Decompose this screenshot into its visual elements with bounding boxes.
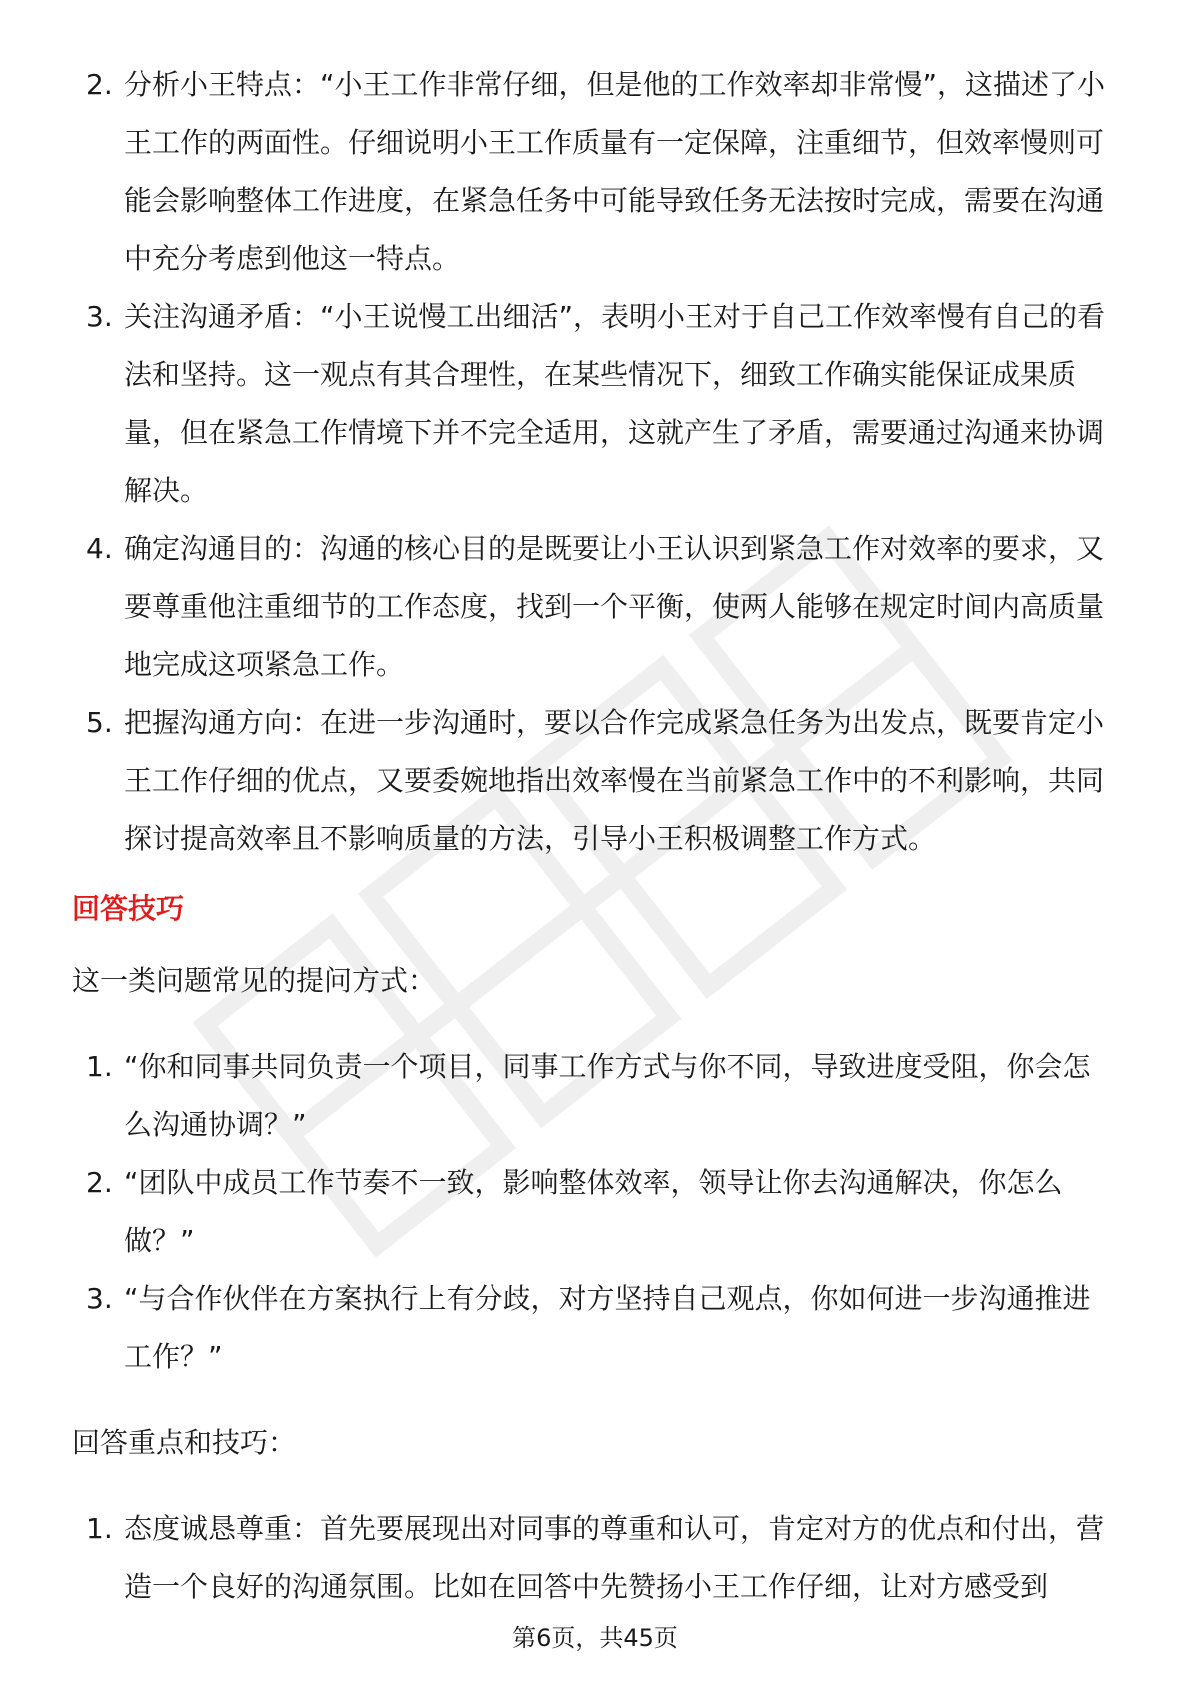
question-intro: 这一类问题常见的提问方式： — [72, 964, 437, 997]
list-item — [72, 1154, 1118, 1270]
page-content — [72, 56, 1118, 1616]
list-text: “你和同事共同负责一个项目，同事工作方式与你不同，导致进度受阻，你会怎么沟通协调？” — [124, 1050, 1091, 1141]
tips-intro: 回答重点和技巧： — [72, 1426, 297, 1459]
list-item — [72, 694, 1118, 868]
page-footer: 第6页，共45页 — [512, 1624, 678, 1652]
question-list — [72, 1038, 1118, 1386]
list-item — [72, 1038, 1118, 1154]
list-text: 关注沟通矛盾：“小王说慢工出细活”，表明小王对于自己工作效率慢有自己的看法和坚持。这一观点有其合理性，在某些情况下，细致工作确实能保证成果质量，但在紧急工作情境下并不完全适用，这就产生了矛盾，需要通过沟通来协调解决。 — [124, 300, 1106, 507]
list-item — [72, 1270, 1118, 1386]
list-text: 分析小王特点：“小王工作非常仔细，但是他的工作效率却非常慢”，这描述了小王工作的两面性。仔细说明小王工作质量有一定保障，注重细节，但效率慢则可能会影响整体工作进度，在紧急任务中可能导致任务无法按时完成，需要在沟通中充分考虑到他这一特点。 — [124, 68, 1106, 275]
tips-list — [72, 1500, 1118, 1616]
list-text: 确定沟通目的：沟通的核心目的是既要让小王认识到紧急工作对效率的要求，又要尊重他注重细节的工作态度，找到一个平衡，使两人能够在规定时间内高质量地完成这项紧急工作。 — [124, 532, 1105, 681]
list-number: 2. — [86, 68, 113, 101]
list-number: 3. — [86, 1282, 113, 1315]
list-item — [72, 1500, 1118, 1616]
list-text: “与合作伙伴在方案执行上有分歧，对方坚持自己观点，你如何进一步沟通推进工作？” — [124, 1282, 1091, 1373]
list-item — [72, 288, 1118, 520]
list-number: 3. — [86, 300, 113, 333]
analysis-list — [72, 56, 1118, 868]
list-item — [72, 520, 1118, 694]
list-text: 把握沟通方向：在进一步沟通时，要以合作完成紧急任务为出发点，既要肯定小王工作仔细的优点，又要委婉地指出效率慢在当前紧急工作中的不利影响，共同探讨提高效率且不影响质量的方法，引导小王积极调整工作方式。 — [124, 706, 1105, 855]
list-number: 1. — [86, 1512, 113, 1545]
list-number: 4. — [86, 532, 113, 565]
list-number: 1. — [86, 1050, 113, 1083]
list-item — [72, 56, 1118, 288]
section-heading: 回答技巧 — [72, 892, 185, 925]
list-number: 5. — [86, 706, 113, 739]
list-number: 2. — [86, 1166, 113, 1199]
list-text: “团队中成员工作节奏不一致，影响整体效率，领导让你去沟通解决，你怎么做？” — [124, 1166, 1063, 1257]
list-text: 态度诚恳尊重：首先要展现出对同事的尊重和认可，肯定对方的优点和付出，营造一个良好的沟通氛围。比如在回答中先赞扬小王工作仔细，让对方感受到 — [124, 1512, 1105, 1603]
